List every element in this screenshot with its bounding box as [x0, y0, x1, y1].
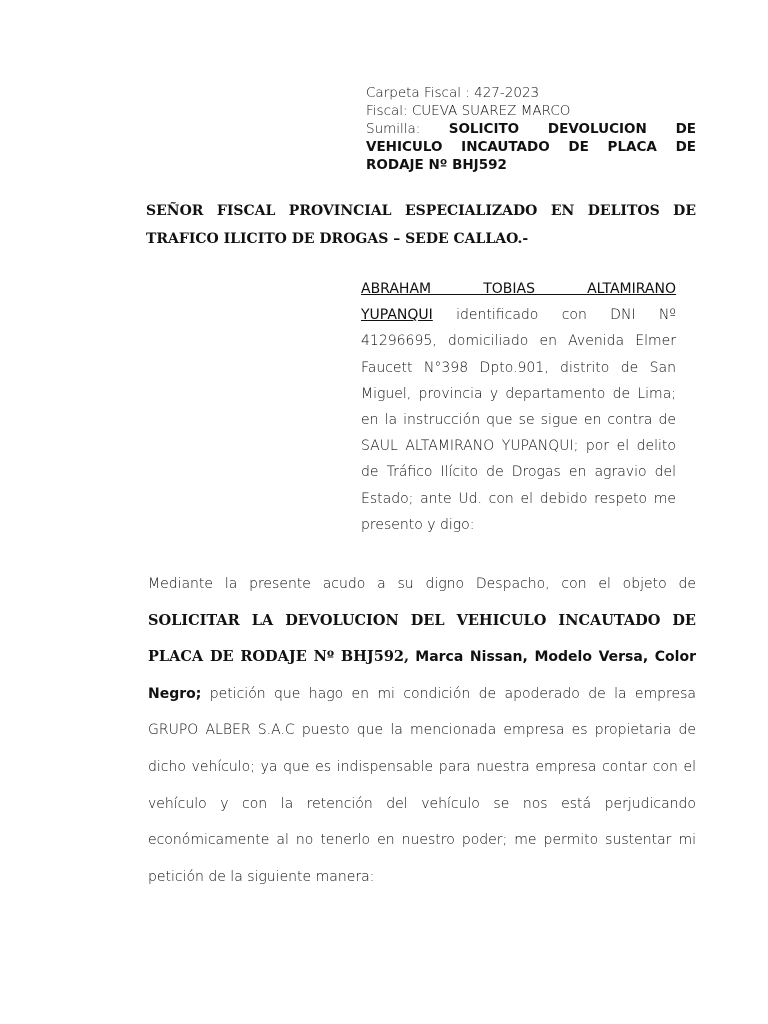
applicant-text: identificado con DNI Nº 41296695, domiciliado en Avenida Elmer Faucett N°398 Dpto.901, distrito de San Miguel, provincia y departamento de Lima; en la instrucción que se sigue en contra de SAUL ALTAMIRANO YUPANQUI; por el delito de Tráfico Ilícito de Drogas en agravio del Estado; ante Ud. con el debido respeto me presento y digo:	[361, 307, 676, 533]
applicant-name-line-1: ABRAHAM TOBIAS ALTAMIRANO	[361, 281, 676, 297]
body-request-details: Marca Nissan, Modelo Versa, Color Negro;	[148, 649, 696, 702]
applicant-name-line-2: YUPANQUI	[361, 307, 433, 324]
sumilla-text: SOLICITO DEVOLUCION DE VEHICULO INCAUTADO DE PLACA DE RODAJE Nº BHJ592	[366, 121, 697, 173]
sumilla	[366, 120, 696, 174]
addressee	[146, 197, 696, 253]
body-request: SOLICITAR LA DEVOLUCION DEL VEHICULO INCAUTADO DE PLACA DE RODAJE Nº BHJ592,	[148, 611, 696, 666]
carpeta-fiscal: Carpeta Fiscal : 427-2023	[366, 85, 540, 101]
sumilla-label: Sumilla:	[366, 121, 421, 137]
fiscal-name: Fiscal: CUEVA SUAREZ MARCO	[366, 103, 571, 119]
applicant-paragraph	[361, 276, 676, 538]
body-intro: Mediante la presente acudo a su digno Despacho, con el objeto de	[148, 576, 696, 592]
body-rest: petición que hago en mi condición de apoderado de la empresa GRUPO ALBER S.A.C puesto que la mencionada empresa es propietaria de dicho vehículo; ya que es indispensable para nuestra empresa contar con el vehículo y con la retención del vehículo se nos está perjudicando económicamente al no tenerlo en nuestro poder; me permito sustentar mi petición de la siguiente manera:	[148, 685, 696, 885]
document-header	[366, 84, 696, 174]
addressee-text: SEÑOR FISCAL PROVINCIAL ESPECIALIZADO EN DELITOS DE TRAFICO ILICITO DE DROGAS – SEDE CALLAO.-	[146, 203, 696, 247]
body-paragraph	[148, 566, 696, 895]
